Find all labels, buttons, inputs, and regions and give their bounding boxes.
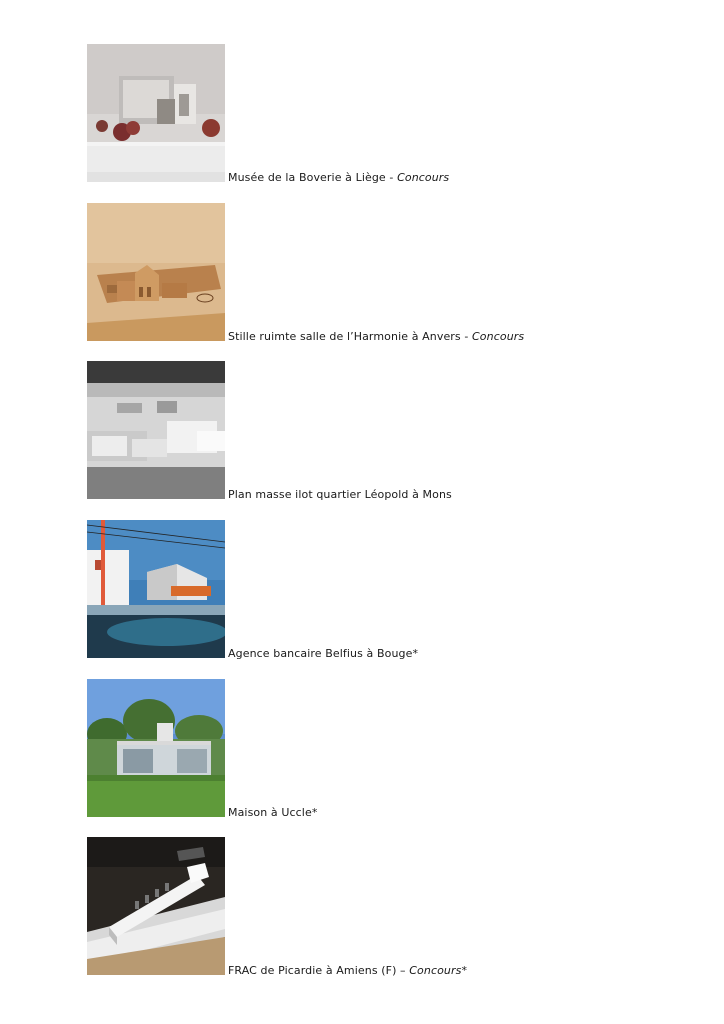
project-thumbnail[interactable] <box>87 679 225 817</box>
project-title[interactable]: Musée de la Boverie à Liège - <box>228 171 398 184</box>
project-title[interactable]: Maison à Uccle* <box>228 806 318 819</box>
project-caption <box>228 964 467 977</box>
project-entry <box>87 359 452 499</box>
project-entry <box>87 835 467 975</box>
project-note: Concours <box>397 171 450 184</box>
urban-model-photo <box>87 361 225 499</box>
project-entry <box>87 518 418 658</box>
project-note: Concours* <box>409 964 468 977</box>
project-caption <box>228 488 452 501</box>
project-thumbnail[interactable] <box>87 837 225 975</box>
cardboard-model-photo <box>87 203 225 341</box>
project-title[interactable]: Agence bancaire Belfius à Bouge* <box>228 647 419 660</box>
project-entry <box>87 677 317 817</box>
project-thumbnail[interactable] <box>87 520 225 658</box>
project-entry <box>87 201 524 341</box>
project-title[interactable]: Stille ruimte salle de l’Harmonie à Anvers - <box>228 330 473 343</box>
project-title[interactable]: FRAC de Picardie à Amiens (F) – <box>228 964 410 977</box>
project-caption <box>228 171 449 184</box>
project-caption <box>228 330 524 343</box>
project-entry <box>87 42 449 182</box>
project-caption <box>228 806 317 819</box>
museum-model-photo <box>87 837 225 975</box>
project-thumbnail[interactable] <box>87 203 225 341</box>
project-title[interactable]: Plan masse ilot quartier Léopold à Mons <box>228 488 452 501</box>
project-thumbnail[interactable] <box>87 44 225 182</box>
project-note: Concours <box>472 330 525 343</box>
project-caption <box>228 647 418 660</box>
bank-building-photo <box>87 520 225 658</box>
architectural-model-photo <box>87 44 225 182</box>
house-photo <box>87 679 225 817</box>
project-thumbnail[interactable] <box>87 361 225 499</box>
